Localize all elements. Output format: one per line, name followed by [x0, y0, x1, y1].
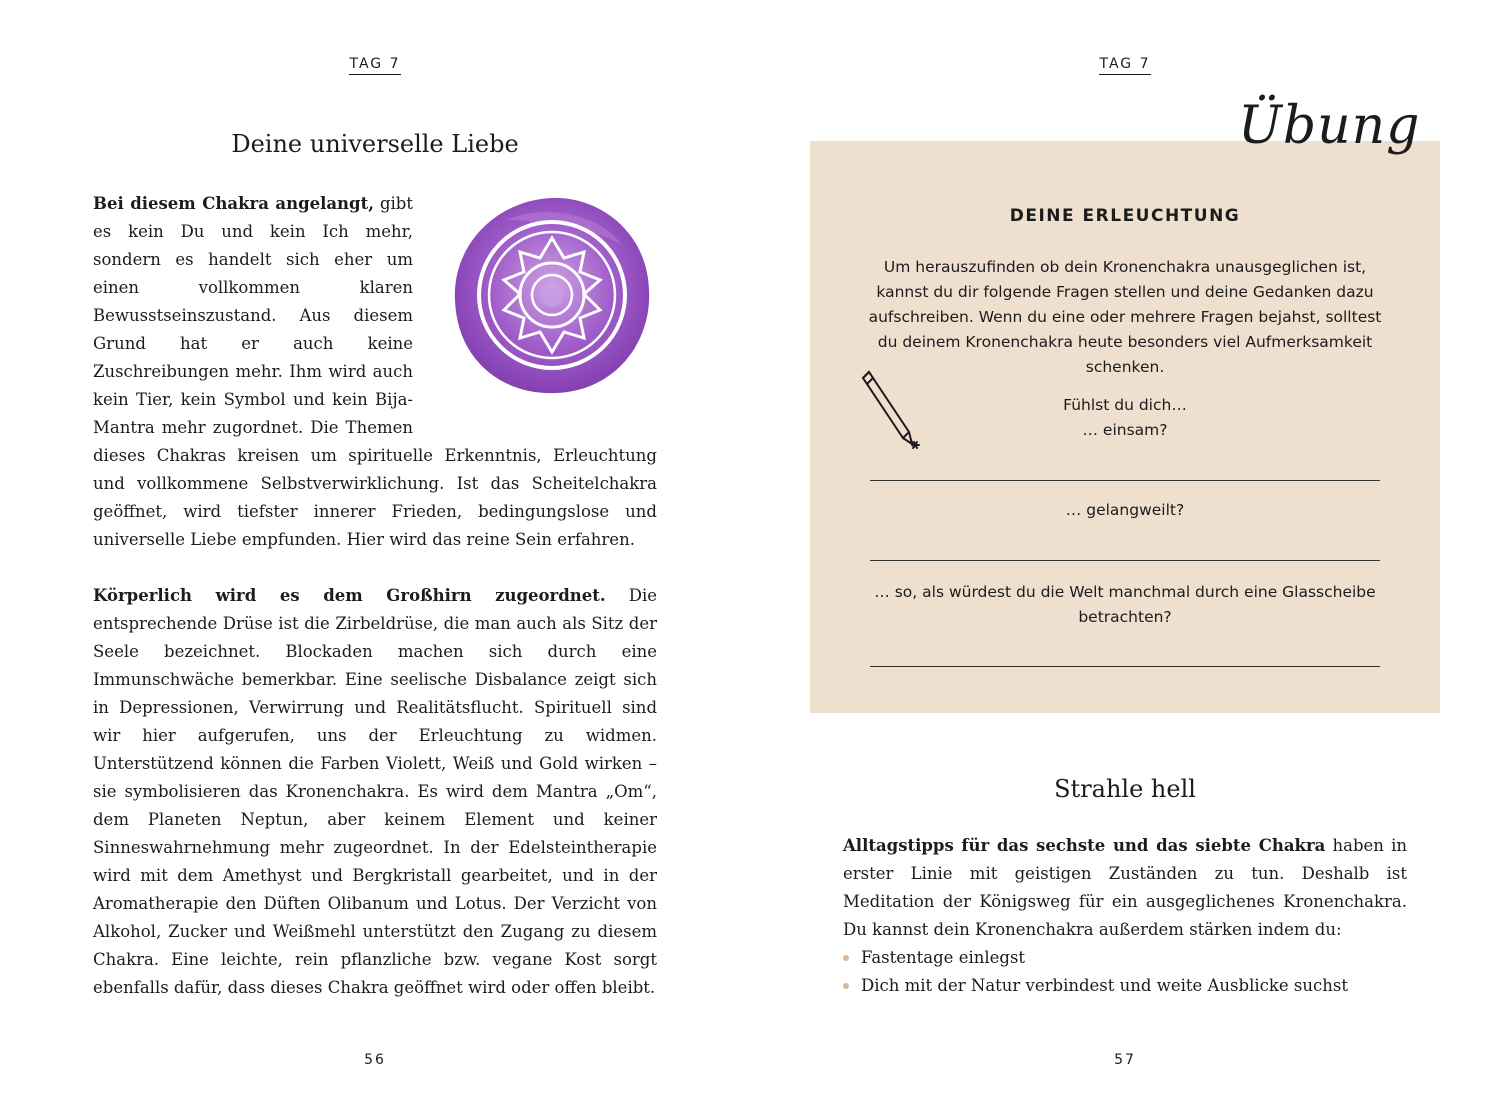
running-head: TAG 7: [0, 56, 750, 75]
answer-line[interactable]: [870, 560, 1380, 561]
question: … einsam?: [1082, 421, 1168, 439]
paragraph: Bei diesem Chakra angelangt, gibt es kein Du und kein Ich mehr, sondern es handelt sich eher um einen vollkommen klaren Bewusstseinszustand. Aus diesem Grund hat er auch keine Zuschreibungen mehr. Ihm wird auch kein Tier, kein Symbol und kein Bija-Mantra mehr zugordnet. Die Themen dieses Chakras kreisen um spirituelle Erkenntnis, Erleuchtung und vollkommene Selbstverwirklichung. Ist das Scheitelchakra geöffnet, wird tiefster innerer Frieden, bedingungslose und universelle Liebe empfunden. Hier wird das reine Sein erfahren.: [93, 194, 657, 549]
section-heading: Deine universelle Liebe: [231, 130, 519, 158]
body-text: [93, 190, 657, 1002]
list-item: Fastentage einlegst: [843, 944, 1407, 972]
list-item: Dich mit der Natur verbindest und weite Ausblicke suchst: [843, 972, 1407, 1000]
paragraph: Alltagstipps für das sechste und das siebte Chakra haben in erster Linie mit geistigen Zuständen zu tun. Deshalb ist Meditation der Königsweg für ein ausgeglichenes Kronenchakra. Du kannst dein Kronenchakra außerdem stärken indem du:: [843, 836, 1407, 939]
paragraph: Körperlich wird es dem Großhirn zugeordnet. Die entsprechende Drüse ist die Zirbeldrüse, die man auch als Sitz der Seele bezeichnet. Blockaden machen sich durch eine Immunschwäche bemerkbar. Eine seelische Disbalance zeigt sich in Depressionen, Verwirrung und Realitätsflucht. Spirituell sind wir hier aufgerufen, uns der Erleuchtung zu widmen. Unterstützend können die Farben Violett, Weiß und Gold wirken – sie symbolisieren das Kronenchakra. Es wird dem Mantra „Om“, dem Planeten Neptun, aber keinem Element und keiner Sinneswahrnehmung mehr zugeordnet. In der Edelsteintherapie wird mit dem Amethyst und Bergkristall gearbeitet, und in der Aromatherapie den Düften Olibanum und Lotus. Der Verzicht von Alkohol, Zucker und Weißmehl unterstützt den Zugang zu diesem Chakra. Eine leichte, rein pflanzliche bzw. vegane Kost sorgt ebenfalls dafür, dass dieses Chakra geöffnet wird oder offen bleibt.: [93, 586, 658, 997]
crown-chakra-mandala-icon: [417, 190, 657, 428]
tips-list: [843, 944, 1407, 1000]
exercise-intro: Um herauszufinden ob dein Kronenchakra unausgeglichen ist, kannst du dir folgende Fragen stellen und deine Gedanken dazu aufschreiben. Wenn du eine oder mehrere Fragen bejahst, solltest du deinem Kronenchakra heute besonders viel Aufmerksamkeit schenken.: [868, 258, 1382, 376]
right-page: [750, 0, 1500, 1110]
question-lead: Fühlst du dich…: [1063, 396, 1187, 414]
bullet-icon: [843, 983, 849, 989]
running-head: TAG 7: [750, 56, 1500, 75]
paragraph-lead: Alltagstipps für das sechste und das siebte Chakra: [843, 836, 1326, 855]
question: … so, als würdest du die Welt manchmal durch eine Glasscheibe betrachten?: [874, 583, 1376, 626]
page-number: 57: [1114, 1052, 1136, 1068]
body-text: [843, 832, 1407, 1000]
answer-line[interactable]: [870, 480, 1380, 481]
exercise-title: DEINE ERLEUCHTUNG: [1009, 206, 1241, 226]
paragraph-lead: Bei diesem Chakra angelangt,: [93, 194, 374, 213]
section-heading: Strahle hell: [1054, 775, 1196, 803]
bullet-icon: [843, 955, 849, 961]
paragraph-lead: Körperlich wird es dem Großhirn zugeordnet.: [93, 586, 606, 605]
page-number: 56: [364, 1052, 386, 1068]
answer-line[interactable]: [870, 666, 1380, 667]
question: … gelangweilt?: [1065, 501, 1185, 519]
script-label: Übung: [1238, 96, 1421, 156]
